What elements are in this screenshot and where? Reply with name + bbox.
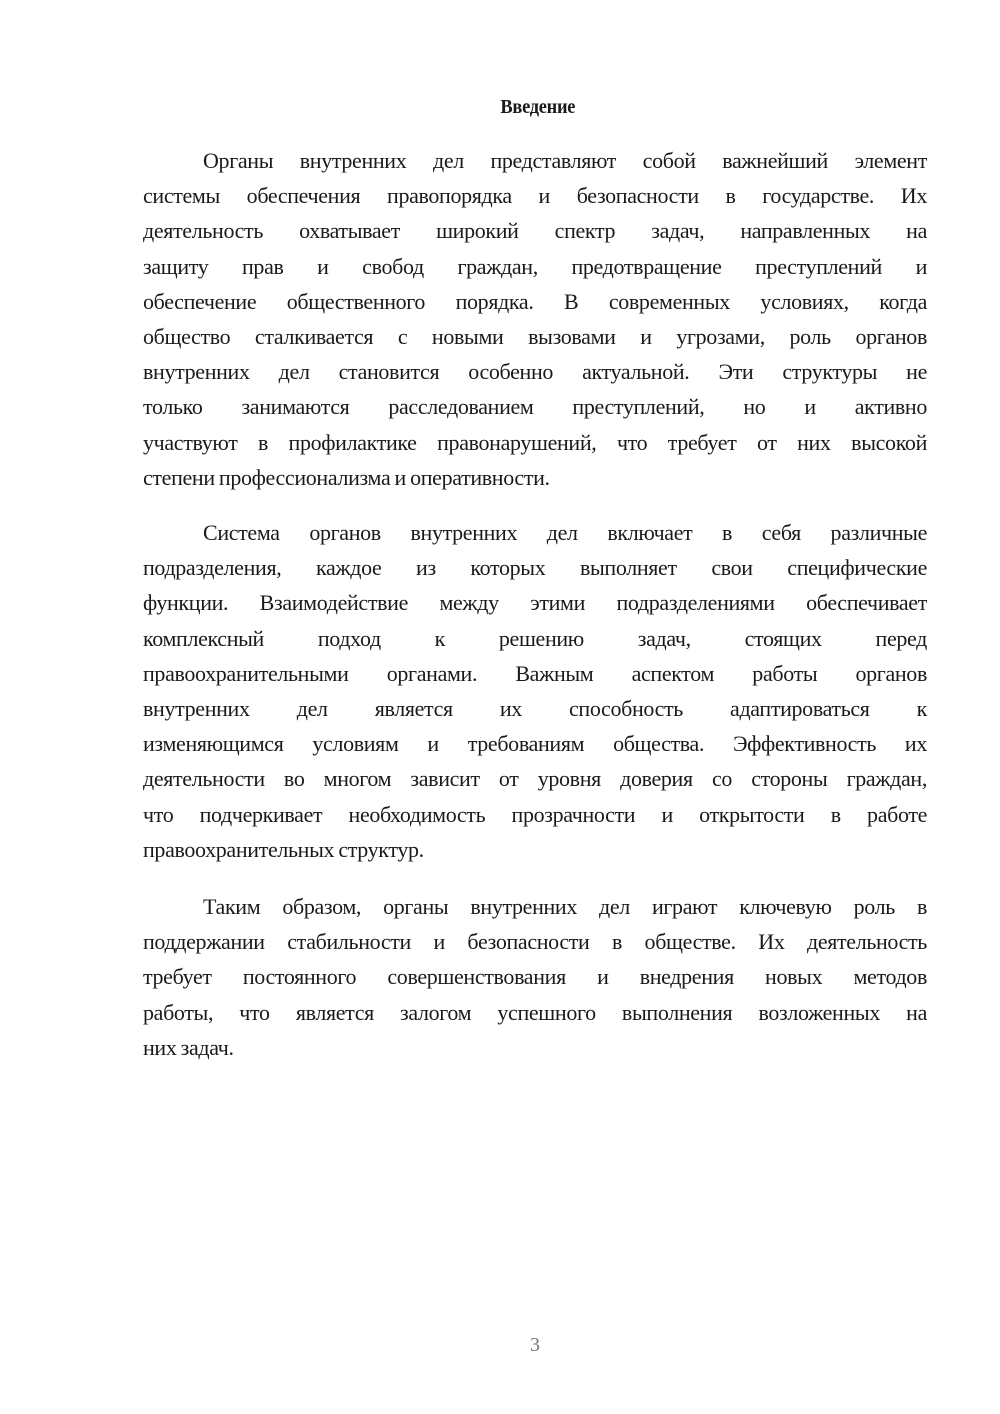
text-line: что подчеркивает необходимость прозрачности и открытости в работе (143, 801, 927, 827)
page-number: 3 (530, 1334, 540, 1356)
text-line: изменяющимся условиям и требованиям общества. Эффективность их (143, 731, 927, 757)
text-line: обеспечение общественного порядка. В современных условиях, когда (143, 288, 927, 314)
text-line: только занимаются расследованием преступлений, но и активно (143, 394, 927, 420)
text-line: поддержании стабильности и безопасности в обществе. Их деятельность (143, 929, 927, 955)
text-line: Таким образом, органы внутренних дел играют ключевую роль в (203, 894, 927, 919)
text-line: степени профессионализма и оперативности. (143, 464, 550, 490)
paragraph-3 (143, 889, 927, 1065)
text-line: подразделения, каждое из которых выполняет свои специфические (143, 555, 927, 581)
text-line: функции. Взаимодействие между этими подразделениями обеспечивает (143, 590, 927, 616)
text-line: деятельности во многом зависит от уровня доверия со стороны граждан, (143, 766, 927, 792)
text-line: комплексный подход к решению задач, стоящих перед (143, 625, 927, 651)
text-line: системы обеспечения правопорядка и безопасности в государстве. Их (143, 183, 927, 209)
text-line: участвуют в профилактике правонарушений, что требует от них высокой (143, 429, 927, 455)
text-line: правоохранительных структур. (143, 836, 424, 862)
paragraph-1 (143, 143, 927, 495)
text-line: внутренних дел является их способность адаптироваться к (143, 695, 927, 721)
text-line: Органы внутренних дел представляют собой важнейший элемент (203, 148, 927, 173)
section-heading: Введение (500, 96, 576, 118)
text-line: внутренних дел становится особенно актуальной. Эти структуры не (143, 359, 927, 385)
text-line: правоохранительными органами. Важным аспектом работы органов (143, 660, 927, 686)
text-line: общество сталкивается с новыми вызовами и угрозами, роль органов (143, 323, 927, 349)
text-line: Система органов внутренних дел включает в себя различные (203, 520, 927, 545)
text-line: них задач. (143, 1034, 234, 1060)
text-line: защиту прав и свобод граждан, предотвращение преступлений и (143, 253, 927, 279)
text-line: деятельность охватывает широкий спектр задач, направленных на (143, 218, 927, 244)
text-line: работы, что является залогом успешного выполнения возложенных на (143, 999, 927, 1025)
paragraph-2 (143, 515, 927, 867)
text-line: требует постоянного совершенствования и внедрения новых методов (143, 964, 927, 990)
